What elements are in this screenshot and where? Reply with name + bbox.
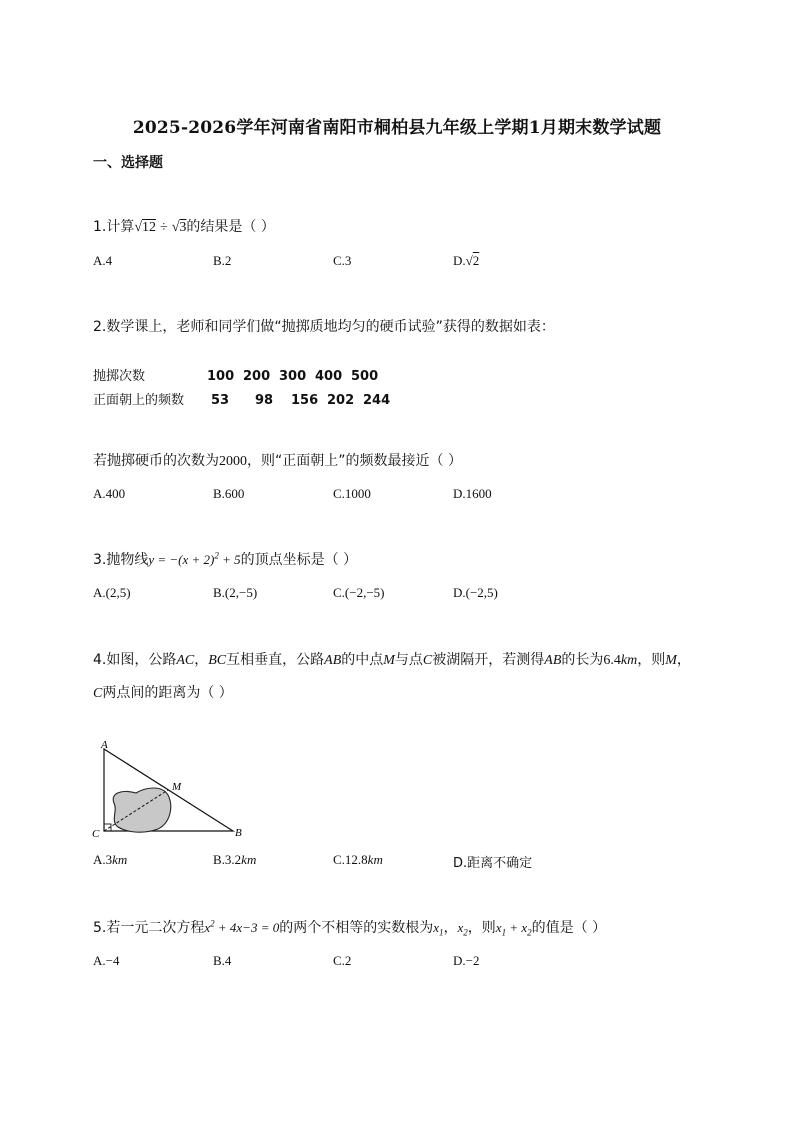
q5-option-c[interactable]: C.2 (333, 953, 352, 968)
sqrt-12: √12 (134, 220, 157, 235)
table-cell: 500 (351, 369, 379, 384)
row2-label: 正面朝上的频数 (93, 393, 185, 408)
q2-option-d[interactable]: D.1600 (453, 486, 492, 501)
q4-option-b[interactable]: B.3.2km (213, 852, 257, 867)
label-b: B (235, 827, 242, 839)
table-cell: 53 (211, 393, 230, 408)
table-row-1 (93, 365, 387, 384)
table-cell: 202 (327, 393, 355, 408)
question-4-line-1: 4.如图，公路AC，BC互相垂直，公路AB的中点M与点C被湖隔开，若测得AB的长为6.4km，则M， (93, 652, 691, 668)
table-cell: 156 (291, 393, 319, 408)
label-a: A (101, 739, 108, 751)
q5-sum: $x_1 + x_2$ (495, 920, 532, 938)
q2-option-c[interactable]: C.1000 (333, 486, 371, 501)
table-cell: 100 (207, 369, 235, 384)
q5-option-a[interactable]: A.−4 (93, 953, 120, 968)
q5-option-d[interactable]: D.−2 (453, 953, 480, 968)
question-2: 2.数学课上，老师和同学们做“抛掷质地均匀的硬币试验”获得的数据如表： (93, 319, 555, 335)
q1-option-a[interactable]: A.4 (93, 253, 113, 268)
q1-option-d[interactable]: D.√2 (453, 253, 480, 268)
question-3: 3.抛物线$y = -(x + 2)^2 + 5$的顶点坐标是（ ） (93, 550, 358, 568)
label-m: M (172, 781, 182, 793)
triangle-figure (88, 735, 258, 845)
q3-formula: $y = -(x + 2)^2 + 5$ (148, 550, 241, 567)
question-4-line-2: C两点间的距离为（ ） (93, 685, 233, 701)
sqrt-3: √3 (171, 220, 187, 235)
q5-equation: $x^2 + 4x-3 = 0$ (204, 918, 280, 935)
q3-option-b[interactable]: B.(2,−5) (213, 585, 258, 600)
question-2-prompt: 若抛掷硬币的次数为2000，则“正面朝上”的频数最接近（ ） (93, 453, 462, 469)
question-1 (93, 216, 275, 236)
q3-option-c[interactable]: C.(−2,−5) (333, 585, 385, 600)
table-cell: 300 (279, 369, 307, 384)
q4-option-a[interactable]: A.3km (93, 852, 128, 867)
section-heading: 一、选择题 (93, 155, 163, 171)
q3-option-d[interactable]: D.(−2,5) (453, 585, 498, 600)
q4-option-c[interactable]: C.12.8km (333, 852, 383, 867)
lake-shape (113, 788, 171, 832)
q2-option-a[interactable]: A.400 (93, 486, 126, 501)
q2-option-b[interactable]: B.600 (213, 486, 245, 501)
q1-suffix: 的结果是（ ） (186, 219, 275, 235)
q1-option-b[interactable]: B.2 (213, 253, 232, 268)
table-cell: 244 (363, 393, 391, 408)
table-cell: 400 (315, 369, 343, 384)
table-cell: 200 (243, 369, 271, 384)
q4-option-d[interactable]: D.距离不确定 (453, 856, 533, 871)
table-row-2 (93, 389, 399, 408)
question-5: 5.若一元二次方程$x^2 + 4x-3 = 0$的两个不相等的实数根为$x_1$，$x_2$，则$x_1 + x_2$的值是（ ） (93, 918, 607, 938)
q3-option-a[interactable]: A.(2,5) (93, 585, 131, 600)
row1-label: 抛掷次数 (93, 369, 146, 384)
q5-option-b[interactable]: B.4 (213, 953, 232, 968)
label-c: C (92, 828, 100, 840)
q1-option-c[interactable]: C.3 (333, 253, 352, 268)
page-title: 2025-2026学年河南省南阳市桐柏县九年级上学期1月期末数学试题 (132, 118, 662, 138)
q1-prefix: 1.计算 (93, 219, 135, 235)
table-cell: 98 (255, 393, 274, 408)
div-sign: ÷ (160, 220, 168, 235)
